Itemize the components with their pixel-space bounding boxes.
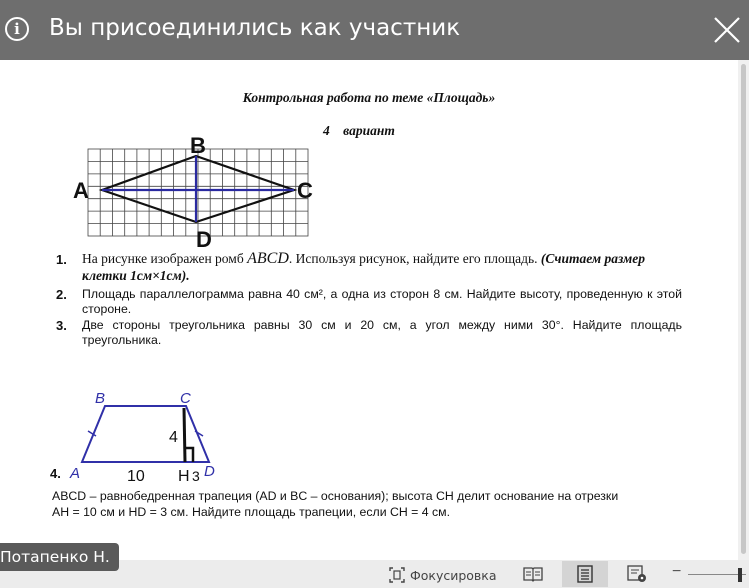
task-1-text-a: На рисунке изображен ромб bbox=[82, 251, 248, 266]
task-1-abcd: ABCD bbox=[247, 250, 289, 267]
segment-ch-value: 4 bbox=[169, 429, 178, 446]
task-1-text bbox=[82, 250, 682, 284]
task-1 bbox=[56, 250, 682, 284]
page-icon bbox=[577, 565, 593, 583]
info-icon: i bbox=[5, 17, 29, 41]
web-layout-icon bbox=[627, 565, 647, 583]
variant-number: 4 bbox=[323, 123, 330, 138]
print-layout-button[interactable] bbox=[562, 561, 608, 587]
zoom-thumb[interactable] bbox=[738, 568, 742, 582]
task-3-text: Две стороны треугольника равны 30 см и 20 см, а угол между ними 30°. Найдите площадь треугольника. bbox=[82, 318, 682, 347]
vertex-b-label: B bbox=[190, 133, 206, 158]
grid bbox=[88, 149, 308, 236]
trap-vertex-c: C bbox=[180, 390, 191, 407]
document-title: Контрольная работа по теме «Площадь» bbox=[242, 90, 496, 105]
task-1-text-b: . Используя рисунок, найдите его площадь. bbox=[288, 251, 541, 266]
document-page bbox=[0, 60, 738, 560]
trap-vertex-h: H bbox=[178, 468, 190, 485]
banner-title: Вы присоединились как участник bbox=[49, 15, 461, 41]
web-layout-button[interactable] bbox=[614, 561, 660, 587]
height-ch bbox=[184, 408, 185, 462]
scrollbar-thumb[interactable] bbox=[741, 64, 746, 554]
vertex-d-label: D bbox=[196, 227, 212, 252]
focus-label: Фокусировка bbox=[410, 567, 497, 583]
zoom-slider[interactable] bbox=[672, 565, 749, 585]
close-icon[interactable] bbox=[711, 14, 743, 46]
task-1-emph: (Считаем размер клетки 1см×1см). bbox=[82, 251, 645, 283]
trapezoid bbox=[82, 406, 209, 462]
participant-banner bbox=[0, 0, 749, 60]
task-4-number: 4. bbox=[50, 466, 61, 481]
vertex-a-label: A bbox=[73, 178, 89, 203]
trap-vertex-a: A bbox=[70, 465, 81, 482]
segment-ah-value: 10 bbox=[127, 468, 145, 485]
trap-vertex-b: B bbox=[95, 390, 106, 407]
participant-name-badge: Потапенко Н. bbox=[0, 543, 119, 571]
book-icon bbox=[523, 566, 543, 582]
task-1-number: 1. bbox=[56, 252, 67, 267]
focus-mode-button[interactable] bbox=[388, 565, 497, 585]
vertex-c-label: C bbox=[297, 178, 313, 203]
segment-hd-value: 3 bbox=[192, 468, 200, 484]
variant-heading bbox=[323, 123, 395, 139]
task-2-number: 2. bbox=[56, 287, 67, 302]
zoom-out-icon[interactable]: − bbox=[672, 563, 682, 580]
task-4-text bbox=[52, 489, 692, 520]
task-3 bbox=[56, 318, 682, 348]
trap-vertex-d: D bbox=[204, 463, 215, 480]
read-mode-button[interactable] bbox=[510, 561, 556, 587]
focus-icon bbox=[388, 566, 406, 584]
task-4-line-1: ABCD – равнобедренная трапеция (AD и BC – основания); высота CH делит основание на отрезки bbox=[52, 489, 619, 503]
rhombus-figure bbox=[68, 130, 328, 255]
task-2-text: Площадь параллелограмма равна 40 см², а одна из сторон 8 см. Найдите высоту, проведенную к этой стороне. bbox=[82, 287, 682, 316]
task-3-number: 3. bbox=[56, 318, 67, 333]
task-4-line-2: AH = 10 см и HD = 3 см. Найдите площадь трапеции, если CH = 4 см. bbox=[52, 504, 451, 519]
task-2 bbox=[56, 287, 682, 317]
trapezoid-figure bbox=[66, 386, 226, 486]
variant-word: вариант bbox=[343, 123, 395, 138]
